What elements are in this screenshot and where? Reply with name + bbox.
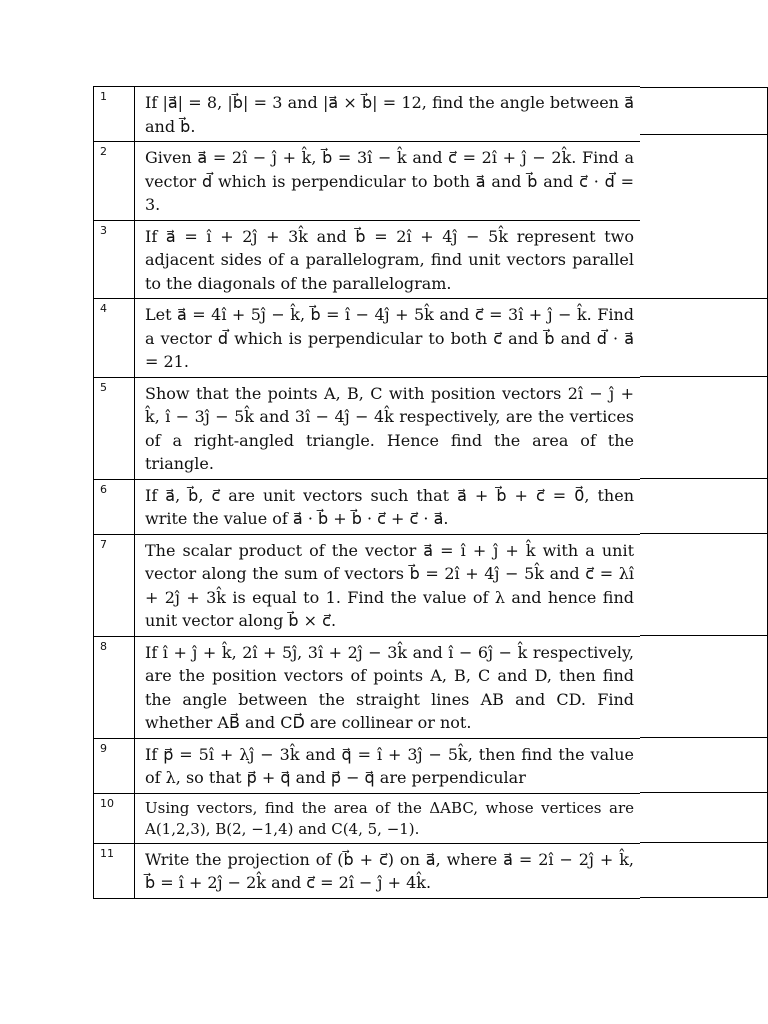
question-cell <box>135 377 641 479</box>
question-number: 8 <box>94 636 135 738</box>
question-text: If î + ĵ + k̂, 2î + 5ĵ, 3î + 2ĵ − 3k̂ and î − 6ĵ − k̂ respectively, are the position vectors of points A, B, C and D, then find the angle between the straight lines AB and CD. Find whether AB⃗ and CD⃗ are collinear or not. <box>145 642 634 732</box>
question-cell <box>135 738 641 793</box>
table-row <box>94 142 768 221</box>
question-cell <box>135 636 641 738</box>
answer-margin <box>640 220 768 299</box>
question-number: 6 <box>94 479 135 534</box>
question-text: Show that the points A, B, C with position vectors 2î − ĵ + k̂, î − 3ĵ − 5k̂ and 3î − 4ĵ − 4k̂ respectively, are the vertices of a right-angled triangle. Hence find the area of the triangle. <box>145 383 634 473</box>
question-text: Given a⃗ = 2î − ĵ + k̂, b⃗ = 3î − k̂ and c⃗ = 2î + ĵ − 2k̂. Find a vector d⃗ which is perpendicular to both a⃗ and b⃗ and c⃗ · d⃗ = 3. <box>145 148 634 214</box>
answer-margin <box>640 479 768 534</box>
table-row <box>94 299 768 378</box>
question-number: 3 <box>94 220 135 299</box>
question-number: 2 <box>94 142 135 221</box>
table-row <box>94 793 768 843</box>
question-number: 9 <box>94 738 135 793</box>
question-number: 4 <box>94 299 135 378</box>
question-number: 11 <box>94 843 135 898</box>
answer-margin <box>640 793 768 843</box>
answer-margin <box>640 377 768 479</box>
answer-margin <box>640 534 768 636</box>
question-cell <box>135 142 641 221</box>
answer-margin <box>640 299 768 378</box>
answer-margin <box>640 636 768 738</box>
question-cell <box>135 843 641 898</box>
table-row <box>94 220 768 299</box>
table-row <box>94 843 768 898</box>
question-number: 10 <box>94 793 135 843</box>
question-number: 7 <box>94 534 135 636</box>
question-cell <box>135 87 641 142</box>
question-text: Write the projection of (b⃗ + c⃗) on a⃗, where a⃗ = 2î − 2ĵ + k̂, b⃗ = î + 2ĵ − 2k̂ and c⃗ = 2î − ĵ + 4k̂. <box>145 849 634 892</box>
answer-margin <box>640 738 768 793</box>
question-cell <box>135 793 641 843</box>
answer-margin <box>640 87 768 142</box>
question-cell <box>135 220 641 299</box>
question-cell <box>135 479 641 534</box>
question-cell <box>135 299 641 378</box>
question-text: If a⃗, b⃗, c⃗ are unit vectors such that a⃗ + b⃗ + c⃗ = 0⃗, then write the value of a⃗ · b⃗ + b⃗ · c⃗ + c⃗ · a⃗. <box>145 485 634 528</box>
question-cell <box>135 534 641 636</box>
question-text: Using vectors, find the area of the ΔABC, whose vertices are A(1,2,3), B(2, −1,4) and C(4, 5, −1). <box>145 798 634 838</box>
question-text: If p⃗ = 5î + λĵ − 3k̂ and q⃗ = î + 3ĵ − 5k̂, then find the value of λ, so that p⃗ + q⃗ and p⃗ − q⃗ are perpendicular <box>145 744 634 787</box>
table-row <box>94 534 768 636</box>
table-row <box>94 377 768 479</box>
questions-table <box>93 86 768 899</box>
table-row <box>94 636 768 738</box>
question-number: 1 <box>94 87 135 142</box>
question-text: If a⃗ = î + 2ĵ + 3k̂ and b⃗ = 2î + 4ĵ − 5k̂ represent two adjacent sides of a parallelogram, find unit vectors parallel to the diagonals of the parallelogram. <box>145 226 634 293</box>
table-row <box>94 738 768 793</box>
question-text: Let a⃗ = 4î + 5ĵ − k̂, b⃗ = î − 4ĵ + 5k̂ and c⃗ = 3î + ĵ − k̂. Find a vector d⃗ which is perpendicular to both c⃗ and b⃗ and d⃗ · a⃗ = 21. <box>145 305 634 371</box>
table-row <box>94 87 768 142</box>
answer-margin <box>640 843 768 898</box>
question-text: The scalar product of the vector a⃗ = î + ĵ + k̂ with a unit vector along the sum of vectors b⃗ = 2î + 4ĵ − 5k̂ and c⃗ = λî + 2ĵ + 3k̂ is equal to 1. Find the value of λ and hence find unit vector along b⃗ × c⃗. <box>145 540 634 630</box>
question-number: 5 <box>94 377 135 479</box>
question-text: If |a⃗| = 8, |b⃗| = 3 and |a⃗ × b⃗| = 12, find the angle between a⃗ and b⃗. <box>145 93 634 136</box>
answer-margin <box>640 142 768 221</box>
table-row <box>94 479 768 534</box>
